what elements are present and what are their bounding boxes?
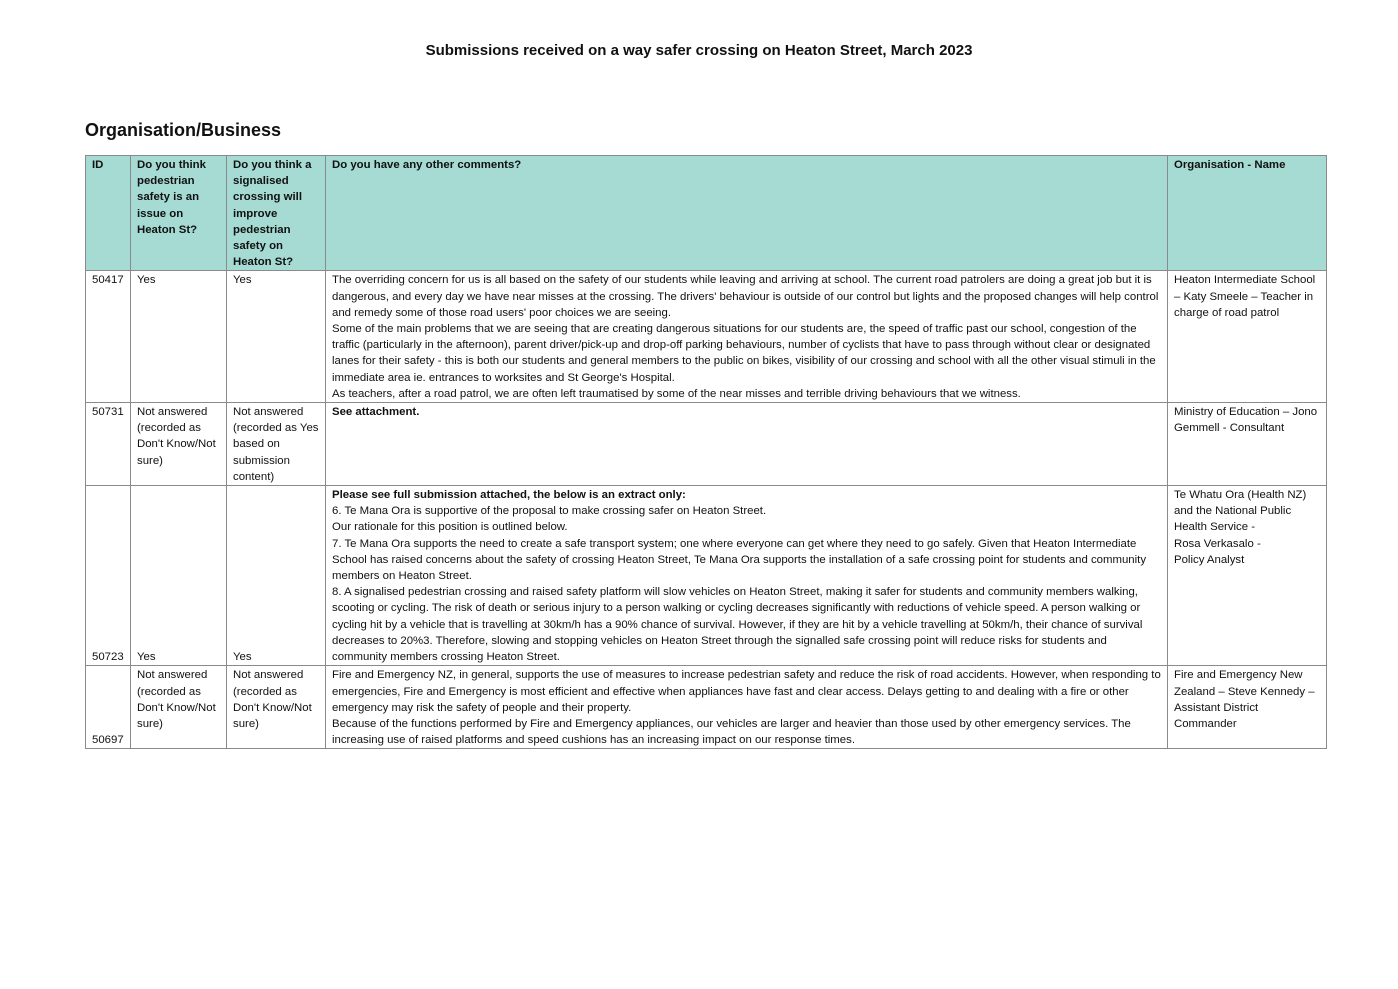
- row-comments: [326, 403, 1168, 486]
- row-safety-issue: Yes: [131, 271, 227, 403]
- row-crossing-improve: Yes: [227, 271, 326, 403]
- comment-paragraph: Because of the functions performed by Fire and Emergency appliances, our vehicles are larger and heavier than those used by other emergency services. The increasing use of raised platforms and speed cushions has an increasing impact on our response times.: [332, 717, 1131, 747]
- table-row: [86, 403, 1327, 486]
- row-organisation: [1168, 271, 1327, 403]
- row-safety-issue: Not answered (recorded as Don't Know/Not sure): [131, 666, 227, 749]
- comment-paragraph: 8. A signalised pedestrian crossing and raised safety platform will slow vehicles on Heaton Street, making it safer for students and community members walking, scooting or cycling. The risk of death or serious injury to a person walking or cycling decreases significantly with reductions of vehicle speed. A person walking or cycling hit by a vehicle that is travelling at 30km/h has a 90% chance of survival. However, if they are hit by a vehicle travelling at 50km/h, their chance of survival decreases to 20%3. Therefore, slowing and stopping vehicles on Heaton Street through the signalled safe crossing point will reduce risks for students and community members crossing Heaton Street.: [332, 586, 1143, 664]
- header-comments: Do you have any other comments?: [326, 156, 1168, 271]
- row-comments: [326, 486, 1168, 666]
- comment-paragraph: Fire and Emergency NZ, in general, supports the use of measures to increase pedestrian safety and reduce the risk of road accidents. However, when responding to emergencies, Fire and Emergency is most efficient and effective when appliances have fast and clear access. Delays getting to and dealing with a fire or other emergency may risk the safety of people and their property.: [332, 669, 1161, 714]
- comment-paragraph: Some of the main problems that we are seeing that are creating dangerous situations for our students are, the speed of traffic past our school, congestion of the traffic (particularly in the afternoon), parent driver/pick-up and drop-off parking behaviours, number of cyclists that have to pass through without clear or designated lanes for their safety - this is both our students and general members to the public on bikes, visibility of our crossing and school with all the other visual stimuli in the immediate area ie. entrances to worksites and St George's Hospital.: [332, 323, 1156, 384]
- row-safety-issue: Not answered (recorded as Don't Know/Not sure): [131, 403, 227, 486]
- organisation-line: Policy Analyst: [1174, 553, 1245, 566]
- organisation-line: Rosa Verkasalo -: [1174, 537, 1261, 550]
- comment-paragraph: 7. Te Mana Ora supports the need to create a safe transport system; one where everyone can get where they need to go safely. Given that Heaton Intermediate School has raised concerns about the safety of crossing Heaton Street, Te Mana Ora supports the installation of a safe crossing point for students and community members on Heaton Street.: [332, 537, 1147, 583]
- comment-heading: Please see full submission attached, the below is an extract only:: [332, 489, 686, 502]
- section-heading: Organisation/Business: [85, 120, 282, 140]
- comment-heading: See attachment.: [332, 406, 420, 419]
- row-comments: [326, 666, 1168, 749]
- header-organisation: Organisation - Name: [1168, 156, 1327, 271]
- organisation-line: Te Whatu Ora (Health NZ) and the National Public Health Service -: [1174, 489, 1307, 534]
- header-crossing-improve: Do you think a signalised crossing will improve pedestrian safety on Heaton St?: [227, 156, 326, 271]
- submissions-table: [85, 155, 1327, 749]
- table-row: [86, 666, 1327, 749]
- row-crossing-improve: Not answered (recorded as Yes based on submission content): [227, 403, 326, 486]
- comment-paragraph: 6. Te Mana Ora is supportive of the proposal to make crossing safer on Heaton Street.: [332, 505, 767, 518]
- row-id: 50417: [86, 271, 131, 403]
- row-safety-issue: Yes: [131, 486, 227, 666]
- header-safety-issue: Do you think pedestrian safety is an issue on Heaton St?: [131, 156, 227, 271]
- row-organisation: [1168, 486, 1327, 666]
- row-id: 50723: [86, 486, 131, 666]
- row-crossing-improve: Yes: [227, 486, 326, 666]
- comment-paragraph: As teachers, after a road patrol, we are often left traumatised by some of the near misses and terrible driving behaviours that we witness.: [332, 387, 1021, 400]
- organisation-line: Ministry of Education – Jono Gemmell - Consultant: [1174, 406, 1318, 435]
- row-comments: [326, 271, 1168, 403]
- table-row: [86, 486, 1327, 666]
- row-organisation: [1168, 403, 1327, 486]
- row-id: 50697: [86, 666, 131, 749]
- row-crossing-improve: Not answered (recorded as Don't Know/Not sure): [227, 666, 326, 749]
- header-id: ID: [86, 156, 131, 271]
- row-organisation: [1168, 666, 1327, 749]
- table-row: [86, 271, 1327, 403]
- table-header-row: [86, 156, 1327, 271]
- organisation-line: Heaton Intermediate School – Katy Smeele – Teacher in charge of road patrol: [1174, 274, 1316, 319]
- organisation-line: Fire and Emergency New Zealand – Steve Kennedy – Assistant District Commander: [1174, 669, 1315, 730]
- row-id: 50731: [86, 403, 131, 486]
- comment-paragraph: Our rationale for this position is outlined below.: [332, 521, 568, 534]
- comment-paragraph: The overriding concern for us is all based on the safety of our students while leaving and arriving at school. The current road patrolers are doing a great job but it is dangerous, and every day we have near misses at the crossing. The drivers' behaviour is outside of our control but lights and the proposed changes will help control and remedy some of those road users' poor choices we are seeing.: [332, 274, 1159, 319]
- document-title: Submissions received on a way safer crossing on Heaton Street, March 2023: [425, 42, 973, 59]
